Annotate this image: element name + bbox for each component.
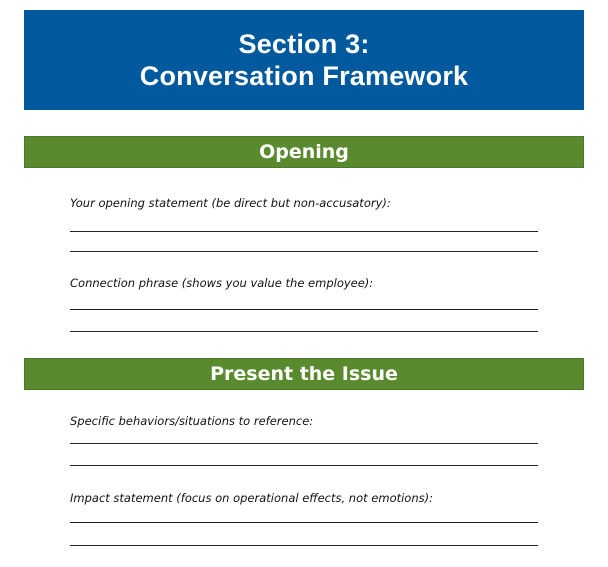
answer-line-impact-statement-2[interactable] [70,545,538,546]
prompt-connection-phrase: Connection phrase (shows you value the employee): [70,276,374,290]
answer-line-connection-phrase-1[interactable] [70,309,538,310]
answer-line-specific-behaviors-1[interactable] [70,443,538,444]
section-name-title: Conversation Framework [139,61,469,91]
answer-line-specific-behaviors-2[interactable] [70,465,538,466]
prompt-specific-behaviors: Specific behaviors/situations to reference: [70,414,314,428]
section-bar-opening: Opening [24,136,584,168]
prompt-impact-statement: Impact statement (focus on operational effects, not emotions): [70,491,433,505]
section-bar-present-issue: Present the Issue [24,358,584,390]
prompt-opening-statement: Your opening statement (be direct but non-accusatory): [70,196,391,210]
section-number-title: Section 3: [238,29,370,59]
section-header-banner [24,10,584,110]
answer-line-opening-statement-1[interactable] [70,231,538,232]
answer-line-connection-phrase-2[interactable] [70,331,538,332]
answer-line-opening-statement-2[interactable] [70,251,538,252]
answer-line-impact-statement-1[interactable] [70,522,538,523]
